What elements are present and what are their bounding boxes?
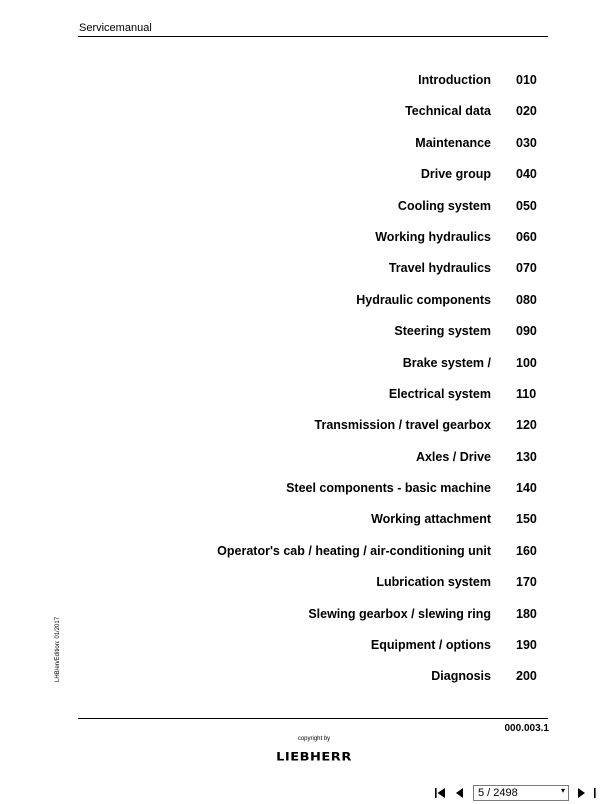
toc-number: 010 xyxy=(516,73,537,87)
toc-title: Lubrication system xyxy=(376,575,491,590)
toc-title: Drive group xyxy=(420,167,491,182)
toc-number: 130 xyxy=(516,449,537,464)
toc-row xyxy=(0,104,600,135)
toc-number: 200 xyxy=(516,669,537,684)
toc-title: Axles / Drive xyxy=(415,449,491,464)
toc-row xyxy=(0,167,600,198)
toc-title: Steering system xyxy=(394,324,491,339)
last-page-icon[interactable] xyxy=(590,785,600,801)
header-rule xyxy=(78,36,548,37)
toc-row xyxy=(0,669,600,700)
page-indicator: 5 / 2498 xyxy=(478,787,518,799)
toc-title: Operator's cab / heating / air-conditioning unit xyxy=(217,543,491,558)
toc-row xyxy=(0,418,600,449)
toc-row xyxy=(0,261,600,292)
toc-row xyxy=(0,356,600,387)
viewer-navigation-bar xyxy=(0,782,600,804)
toc-title: Electrical system xyxy=(388,386,491,401)
edition-note: LHB/en/Edition: 01/2017 xyxy=(55,616,61,682)
toc-row xyxy=(0,324,600,355)
toc-title: Technical data xyxy=(405,104,491,119)
toc-title: Travel hydraulics xyxy=(388,261,491,276)
toc-number: 090 xyxy=(516,324,537,339)
toc-title: Hydraulic components xyxy=(356,292,491,307)
toc-row xyxy=(0,387,600,418)
toc-row xyxy=(0,544,600,575)
copyright-note: copyright by xyxy=(297,736,331,742)
page-selector[interactable] xyxy=(473,785,569,801)
toc-row xyxy=(0,136,600,167)
toc-number: 050 xyxy=(516,198,537,213)
toc-row xyxy=(0,293,600,324)
next-page-icon[interactable] xyxy=(574,785,588,801)
toc-row xyxy=(0,450,600,481)
toc-number: 170 xyxy=(516,575,537,590)
toc-title: Working hydraulics xyxy=(375,229,491,244)
liebherr-logo: LIEBHERR xyxy=(276,751,352,764)
toc-title: Maintenance xyxy=(415,135,491,150)
toc-row xyxy=(0,481,600,512)
toc-row xyxy=(0,230,600,261)
toc-title: Brake system / xyxy=(402,355,491,370)
toc-row xyxy=(0,73,600,104)
toc-number: 100 xyxy=(516,355,537,370)
toc-row xyxy=(0,607,600,638)
toc-number: 180 xyxy=(516,606,537,621)
toc-row xyxy=(0,638,600,669)
toc-title: Slewing gearbox / slewing ring xyxy=(308,606,491,621)
toc-row xyxy=(0,199,600,230)
toc-title: Introduction xyxy=(418,73,491,87)
document-number: 000.003.1 xyxy=(504,723,549,734)
toc-number: 030 xyxy=(516,135,537,150)
toc-number: 120 xyxy=(516,418,537,433)
toc-title: Steel components - basic machine xyxy=(286,481,491,496)
toc-number: 140 xyxy=(516,481,537,496)
prev-page-icon[interactable] xyxy=(453,785,467,801)
toc-title: Working attachment xyxy=(371,512,491,527)
toc-number: 080 xyxy=(516,292,537,307)
toc-row xyxy=(0,575,600,606)
first-page-icon[interactable] xyxy=(433,785,447,801)
toc-title: Equipment / options xyxy=(370,638,491,653)
header-title: Servicemanual xyxy=(79,22,152,34)
toc-row xyxy=(0,512,600,543)
toc-title: Cooling system xyxy=(397,198,491,213)
toc-title: Transmission / travel gearbox xyxy=(314,418,491,433)
dropdown-icon: ▾ xyxy=(560,786,565,795)
toc-number: 070 xyxy=(516,261,537,276)
toc-title: Diagnosis xyxy=(431,669,491,684)
toc-number: 040 xyxy=(516,167,537,182)
toc-number: 150 xyxy=(516,512,537,527)
footer-rule xyxy=(78,718,548,719)
toc-number: 190 xyxy=(516,638,537,653)
toc-number: 020 xyxy=(516,104,537,119)
toc-number: 060 xyxy=(516,229,537,244)
toc-number: 110 xyxy=(516,386,537,401)
toc-number: 160 xyxy=(516,543,537,558)
table-of-contents xyxy=(0,73,600,701)
